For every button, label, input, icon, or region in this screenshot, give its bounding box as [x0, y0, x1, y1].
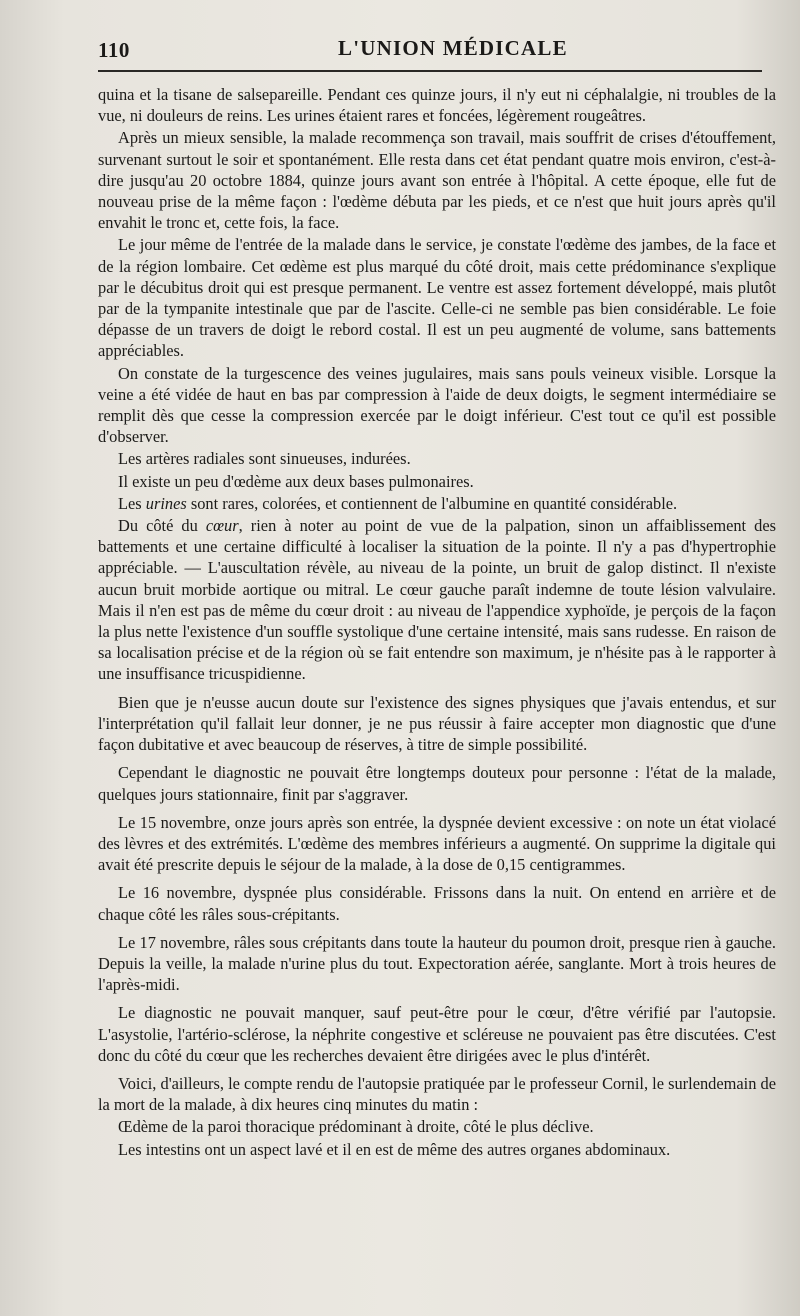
paragraph: Les artères radiales sont sinueuses, indurées. — [118, 449, 411, 469]
running-title: L'UNION MÉDICALE — [338, 36, 568, 60]
page-number: 110 — [98, 38, 130, 62]
paragraph: Les intestins ont un aspect lavé et il en est de même des autres organes abdominaux. — [118, 1139, 671, 1159]
paragraph: Bien que je n'eusse aucun doute sur l'existence des signes physiques que j'avais entendus, et sur l'interprétation qu'il fallait leur donner, je ne pus réussir à faire accepter mon diagnostic que d'une façon dubitative et avec beaucoup de réserves, à titre de simple possibilité. — [98, 692, 776, 755]
paragraph: Voici, d'ailleurs, le compte rendu de l'autopsie pratiquée par le professeur Cornil, le surlendemain de la mort de la malade, à dix heures cinq minutes du matin : — [98, 1073, 776, 1115]
italic-term: urines — [145, 493, 187, 513]
paragraph: Cependant le diagnostic ne pouvait être longtemps douteux pour personne : l'état de la malade, quelques jours stationnaire, finit par s'aggraver. — [98, 763, 776, 804]
paragraph: Il existe un peu d'œdème aux deux bases pulmonaires. — [118, 471, 474, 491]
paragraph: Du côté du cœur, rien à noter au point de vue de la palpation, sinon un affaiblissement des battements et une certaine difficulté à localiser la situation de la pointe. Il n'y a pas d'hypertrophie appréciable. — L'auscultation révèle, au niveau de la pointe, un bruit de galop distinct. Il n'existe aucun bruit morbide aortique ou mitral. Le cœur gauche paraît indemne de toute lésion valvulaire. Mais il n'en est pas de même du cœur droit : au niveau de l'appendice xyphoïde, je perçois de la façon la plus nette l'existence d'un souffle systolique d'une certaine intensité, mais sans rudesse. En raison de sa localisation précise et de la région où se fait entendre son maximum, je n'hésite pas à le rapporter à une insuffisance tricuspidienne. — [98, 516, 776, 684]
paragraph: Œdème de la paroi thoracique prédominant à droite, côté le plus déclive. — [118, 1117, 594, 1137]
italic-term: cœur — [205, 516, 239, 536]
paragraph: Le 16 novembre, dyspnée plus considérable. Frissons dans la nuit. On entend en arrière et de chaque côté les râles sous-crépitants. — [98, 883, 776, 924]
paragraph: On constate de la turgescence des veines jugulaires, mais sans pouls veineux visible. Lorsque la veine a été vidée de haut en bas par compression à l'aide de deux doigts, le segment intermédiaire se remplit dès que cesse la compression exercée par le doigt inférieur. C'est tout ce qu'il est possible d'observer. — [98, 363, 776, 447]
paragraph: Le jour même de l'entrée de la malade dans le service, je constate l'œdème des jambes, de la face et de la région lombaire. Cet œdème est plus marqué du côté droit, mais cette prédominance s'explique par le décubitus droit qui est presque permanent. Le ventre est assez fortement développé, mais plutôt par de la tympanite intestinale que par de l'ascite. Celle-ci ne semble pas bien considérable. Le foie dépasse de un travers de doigt le rebord costal. Il est un peu augmenté de volume, sans battements appréciables. — [98, 235, 776, 361]
paragraph: Le 15 novembre, onze jours après son entrée, la dyspnée devient excessive : on note un état violacé des lèvres et des extrémités. L'œdème des membres inférieurs a augmenté. On supprime la digitale qui avait été prescrite depuis le séjour de la malade, à la dose de 0,15 centigrammes. — [98, 812, 776, 875]
paragraph: Après un mieux sensible, la malade recommença son travail, mais souffrit de crises d'étouffement, survenant surtout le soir et spontanément. Elle resta dans cet état pendant quatre mois environ, c'est-à-dire jusqu'au 20 octobre 1884, quinze jours avant son entrée à l'hôpital. A cette époque, elle fut de nouveau prise de la même façon : l'œdème débuta par les pieds, et ce n'est que huit jours après qu'il envahit le tronc et, cette fois, la face. — [98, 128, 776, 233]
body-text — [98, 84, 776, 1161]
paragraph: Le 17 novembre, râles sous crépitants dans toute la hauteur du poumon droit, presque rien à gauche. Depuis la veille, la malade n'urine plus du tout. Expectoration aérée, sanglante. Mort à trois heures de l'après-midi. — [98, 932, 776, 995]
paragraph: quina et la tisane de salsepareille. Pendant ces quinze jours, il n'y eut ni céphalalgie, ni troubles de la vue, ni douleurs de reins. Les urines étaient rares et foncées, légèrement rougeâtres. — [98, 85, 776, 126]
page-header — [98, 36, 760, 62]
paragraph: Le diagnostic ne pouvait manquer, sauf peut-être pour le cœur, d'être vérifié par l'autopsie. L'asystolie, l'artério-sclérose, la néphrite congestive et scléreuse ne pouvaient pas être discutées. C'est donc du côté du cœur que les recherches devaient être dirigées avec le plus d'intérêt. — [98, 1003, 776, 1065]
paragraph: Les urines sont rares, colorées, et contiennent de l'albumine en quantité considérable. — [118, 493, 678, 513]
header-rule — [98, 70, 762, 72]
